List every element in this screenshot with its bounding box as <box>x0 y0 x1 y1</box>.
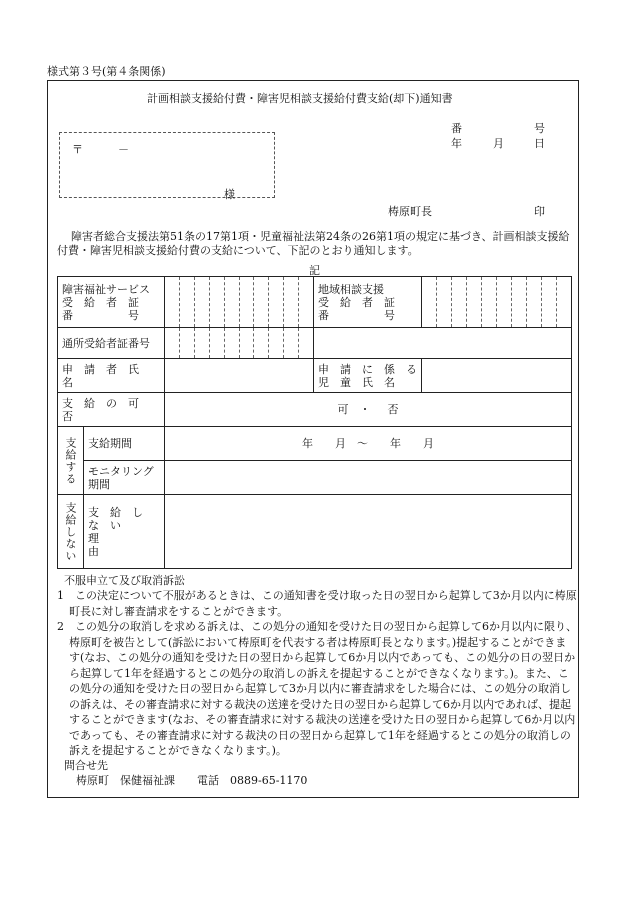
child-name-label <box>314 359 422 393</box>
appeal-item-2: 2 この処分の取消しを求める訴えは、この処分の通知を受けた日の翌日から起算して6か月以内に限り、梼原町を被告として(訴訟において梼原町を代表する者は梼原町長となります。)提起することができます(なお、この処分の通知を受けた日の翌日から起算して6か月以内であっても、この処分の日の翌日から起算して1年を経過するとこの処分の取消しの訴えを提起することができなくなります。)。また、この処分の通知を受けた日の翌日から起算して3か月以内に審査請求をした場合には、この処分の取消しの訴えは、その審査請求に対する裁決の送達を受けた日の翌日から起算して6か月以内であれば、提起することができます(なお、その審査請求に対する裁決の送達を受けた日の翌日から起算して6か月以内であっても、その審査請求に対する裁決の日の翌日から起算して1年を経過するとこの処分の取消しの訴えを提起することができなくなります。)。 <box>57 620 577 757</box>
regional-support-label <box>314 277 422 328</box>
label-line: 地域相談支援 <box>318 282 384 296</box>
nongrant-vertical-text: 支給しない <box>64 501 77 562</box>
approval-no[interactable]: 否 <box>387 403 399 416</box>
approval-yes[interactable]: 可 <box>337 403 349 416</box>
disability-service-number-field[interactable] <box>165 277 314 328</box>
monitoring-field[interactable] <box>165 461 572 495</box>
label-line: 支 給 し な い <box>88 505 154 532</box>
label-line: 申 請 に 係 る <box>318 362 417 376</box>
label-line: モニタリング <box>88 464 154 478</box>
label-line: 障害福祉サービス <box>62 282 150 296</box>
label-line: 受 給 者 証 <box>318 295 395 309</box>
document-title: 計画相談支援給付費・障害児相談支援給付費支給(却下)通知書 <box>147 92 453 105</box>
date-year: 年 <box>451 137 462 150</box>
contact-heading: 問合せ先 <box>64 759 108 772</box>
postal-dash: － <box>118 143 129 156</box>
monitoring-label <box>84 461 165 495</box>
date-month: 月 <box>493 137 504 150</box>
number-suffix: 号 <box>534 122 545 135</box>
period-label: 支給期間 <box>84 427 165 461</box>
approval-label: 支 給 の 可 否 <box>58 393 165 427</box>
recipient-suffix: 様 <box>224 188 235 201</box>
facility-number-label: 通所受給者証番号 <box>58 328 165 359</box>
grant-vertical-text: 支給する <box>64 436 77 485</box>
applicant-name-field[interactable] <box>165 359 314 393</box>
nongrant-vertical-label <box>58 495 84 569</box>
approval-dot: ・ <box>359 403 371 416</box>
form-number: 様式第３号(第４条関係) <box>47 65 166 78</box>
body-text: 障害者総合支援法第51条の17第1項・児童福祉法第24条の26第1項の規定に基づき、計画相談支援給付費・障害児相談支援給付費の支給について、下記のとおり通知します。 <box>57 230 570 257</box>
grant-vertical-label <box>58 427 84 495</box>
facility-number-field[interactable] <box>165 328 314 359</box>
approval-value[interactable] <box>165 393 572 427</box>
appeal-item-1: 1 この決定について不服があるときは、この通知書を受け取った日の翌日から起算して3か月以内に梼原町長に対し審査請求をすることができます。 <box>57 589 577 618</box>
address-box <box>59 132 275 198</box>
reason-label <box>84 495 165 569</box>
ki-label: 記 <box>309 264 320 277</box>
label-line: 期間 <box>88 477 110 491</box>
label-line: 番 号 <box>62 308 139 322</box>
details-table <box>57 276 572 569</box>
appeal-heading: 不服申立て及び取消訴訟 <box>64 574 185 587</box>
contact-line: 梼原町 保健福祉課 電話 0889-65-1170 <box>76 774 308 787</box>
period-value[interactable]: 年 月 ～ 年 月 <box>165 427 572 461</box>
regional-support-number-field[interactable] <box>422 277 572 328</box>
reason-field[interactable] <box>165 495 572 569</box>
label-line: 番 号 <box>318 308 395 322</box>
label-line: 児 童 氏 名 <box>318 375 395 389</box>
disability-service-label <box>58 277 165 328</box>
postal-mark: 〒 <box>72 143 83 156</box>
applicant-name-label: 申 請 者 氏 名 <box>58 359 165 393</box>
number-label: 番 <box>451 122 462 135</box>
child-name-field[interactable] <box>422 359 572 393</box>
label-line: 受 給 者 証 <box>62 295 139 309</box>
label-line: 理 由 <box>88 531 154 558</box>
blank-cell <box>314 328 572 359</box>
date-day: 日 <box>534 137 545 150</box>
seal-mark: 印 <box>534 205 545 218</box>
issuer-name: 梼原町長 <box>388 205 432 218</box>
